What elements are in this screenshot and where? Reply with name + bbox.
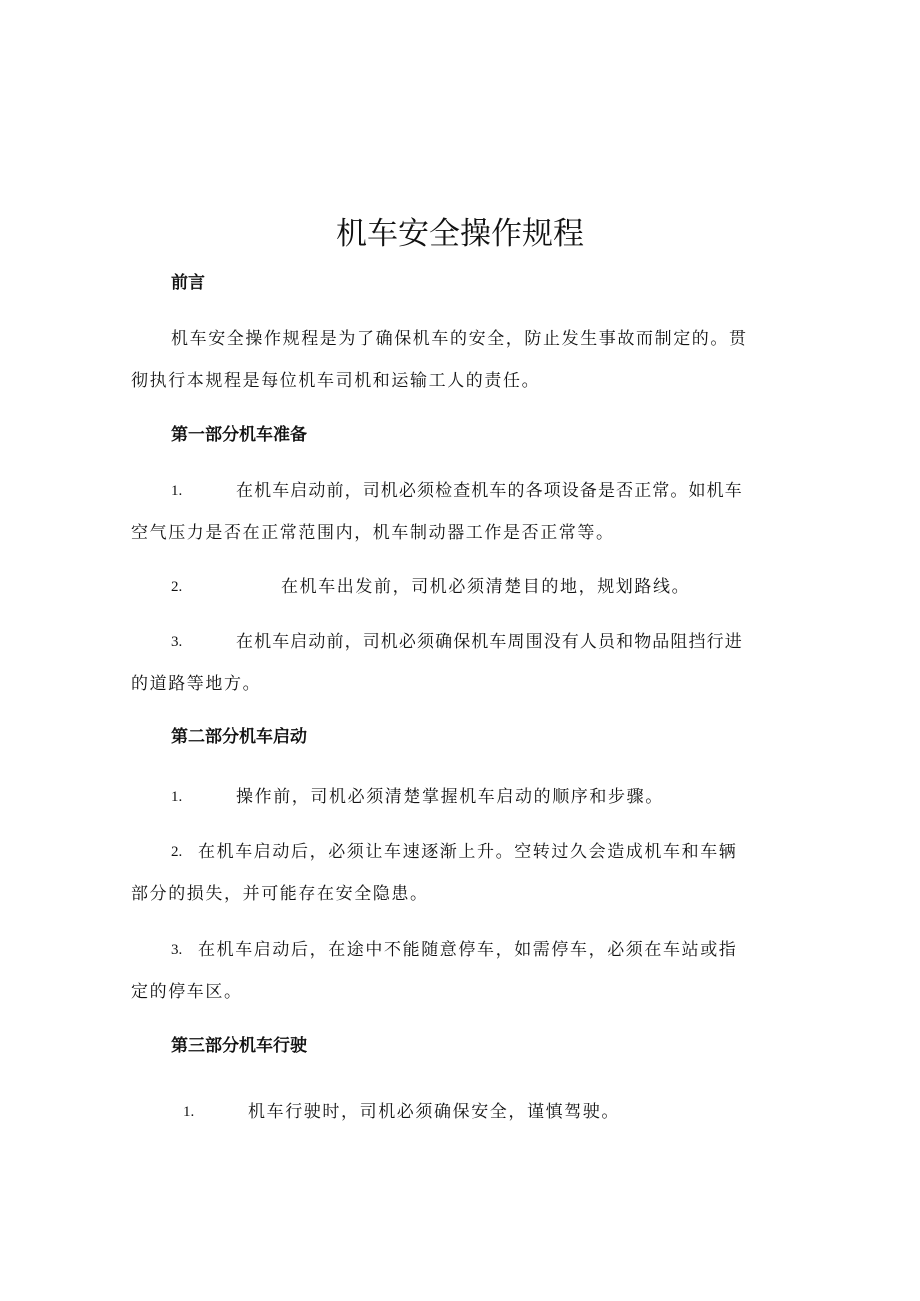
part1-item2-line-1: 在机车出发前，司机必须清楚目的地，规划路线。 <box>281 577 691 597</box>
preface-line-2: 彻执行本规程是每位机车司机和运输工人的责任。 <box>131 371 541 391</box>
part1-item2-number: 2. <box>171 579 183 595</box>
part2-item2-line-2: 部分的损失，并可能存在安全隐患。 <box>131 884 429 904</box>
part2-item1-number: 1. <box>171 789 183 805</box>
part2-item2-number: 2. <box>171 844 183 860</box>
part2-item3-line-2: 定的停车区。 <box>131 982 243 1002</box>
preface-heading: 前言 <box>171 273 205 293</box>
document-title: 机车安全操作规程 <box>336 216 584 252</box>
part2-item3-number: 3. <box>171 942 183 958</box>
part2-heading: 第二部分机车启动 <box>171 727 307 747</box>
part1-item3-line-2: 的道路等地方。 <box>131 674 262 694</box>
part1-item1-number: 1. <box>171 483 183 499</box>
part3-item1-number: 1. <box>183 1104 195 1120</box>
part2-item2-line-1: 在机车启动后，必须让车速逐渐上升。空转过久会造成机车和车辆 <box>198 842 738 862</box>
part1-item1-line-2: 空气压力是否在正常范围内，机车制动器工作是否正常等。 <box>131 523 615 543</box>
part1-item1-line-1: 在机车启动前，司机必须检查机车的各项设备是否正常。如机车 <box>236 481 743 501</box>
part2-item3-line-1: 在机车启动后，在途中不能随意停车，如需停车，必须在车站或指 <box>198 940 738 960</box>
part1-heading: 第一部分机车准备 <box>171 425 307 445</box>
part1-item3-number: 3. <box>171 634 183 650</box>
part2-item1-line-1: 操作前，司机必须清楚掌握机车启动的顺序和步骤。 <box>236 787 664 807</box>
part3-heading: 第三部分机车行驶 <box>171 1036 307 1056</box>
part1-item3-line-1: 在机车启动前，司机必须确保机车周围没有人员和物品阻挡行进 <box>236 632 743 652</box>
part3-item1-line-1: 机车行驶时，司机必须确保安全，谨慎驾驶。 <box>248 1102 620 1122</box>
preface-line-1: 机车安全操作规程是为了确保机车的安全，防止发生事故而制定的。贯 <box>171 329 748 349</box>
